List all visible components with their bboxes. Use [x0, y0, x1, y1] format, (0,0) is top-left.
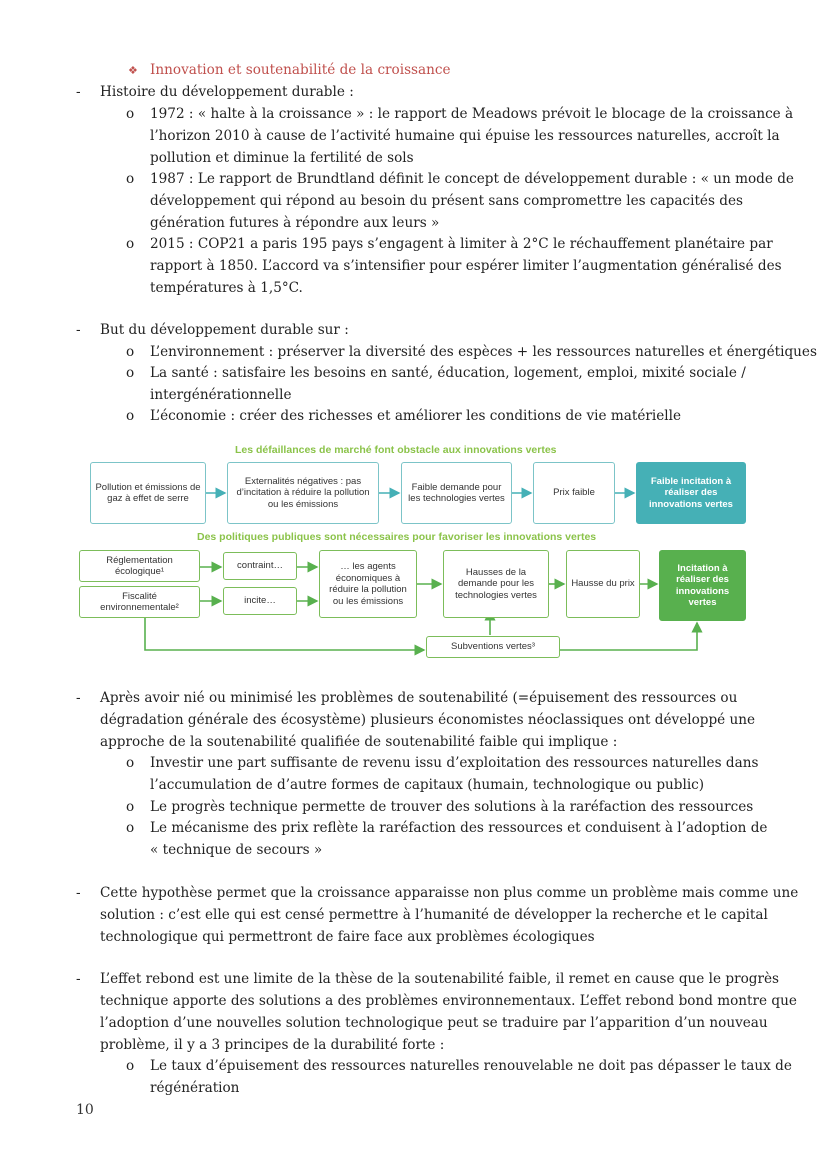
hypothesis-line-2: solution : c’est elle qui est censé permettre à l’humanité de développer la recherche et le capital: [100, 907, 768, 923]
history-1-line-2: l’horizon 2010 à cause de l’activité humaine qui épuise les ressources naturelles, accroît la: [150, 128, 780, 144]
goal-economy: L’économie : créer des richesses et améliorer les conditions de vie matérielle: [150, 408, 682, 424]
sub-bullet: o: [126, 236, 135, 252]
history-1-line-1: 1972 : « halte à la croissance » : le rapport de Meadows prévoit le blocage de la croissance à: [150, 106, 794, 122]
history-3-line-3: températures à 1,5°C.: [150, 280, 303, 296]
diamond-bullet-icon: ❖: [128, 64, 138, 77]
sub-bullet: o: [126, 1058, 135, 1074]
rebound-item-line-1: Le taux d’épuisement des ressources naturelles renouvelable ne doit pas dépasser le taux de: [150, 1058, 792, 1074]
weak-1-line-1: Investir une part suffisante de revenu issu d’exploitation des ressources naturelles dans: [150, 755, 759, 771]
box-faible-incitation: Faible incitation à réaliser des innovations vertes: [636, 462, 746, 524]
dash-bullet: -: [76, 690, 81, 706]
innovation-diagram: [75, 438, 755, 668]
weak-1-line-2: l’accumulation de d’autre formes de capitaux (humain, technologique ou public): [150, 777, 705, 793]
box-faible-demande: Faible demande pour les technologies vertes: [401, 462, 512, 524]
page-number: 10: [76, 1102, 94, 1118]
dash-bullet: -: [76, 885, 81, 901]
sub-bullet: o: [126, 408, 135, 424]
sub-bullet: o: [126, 171, 135, 187]
diagram-title-bottom: Des politiques publiques sont nécessaires pour favoriser les innovations vertes: [197, 531, 597, 543]
rebound-line-2: technique apporte des solutions a des problèmes environnementaux. L’effet rebond bond montre que: [100, 993, 797, 1009]
weak-2-line-1: Le progrès technique permette de trouver des solutions à la raréfaction des ressources: [150, 799, 754, 815]
box-hausse-prix: Hausse du prix: [566, 550, 640, 618]
weak-3-line-2: « technique de secours »: [150, 842, 323, 858]
box-incite: incite…: [223, 587, 297, 615]
box-prix-faible: Prix faible: [533, 462, 615, 524]
dash-bullet: -: [76, 971, 81, 987]
goal-health-line-2: intergénérationnelle: [150, 387, 292, 403]
box-fiscalite: Fiscalité environnementale²: [79, 586, 200, 618]
diagram-title-top: Les défaillances de marché font obstacle aux innovations vertes: [235, 444, 557, 456]
weak-intro-line-3: approche de la soutenabilité qualifiée de soutenabilité faible qui implique :: [100, 734, 618, 750]
weak-intro-line-2: dégradation générale des écosystème) plusieurs économistes néoclassiques ont développé une: [100, 712, 756, 728]
hypothesis-line-3: technologique qui permettront de faire face aux problèmes écologiques: [100, 929, 595, 945]
history-2-line-2: développement qui répond au besoin du présent sans compromettre les capacités des: [150, 193, 743, 209]
sub-bullet: o: [126, 365, 135, 381]
rebound-line-4: problème, il y a 3 principes de la durabilité forte :: [100, 1037, 445, 1053]
box-subventions: Subventions vertes³: [426, 636, 560, 658]
box-contraint: contraint…: [223, 552, 297, 580]
weak-3-line-1: Le mécanisme des prix reflète la raréfaction des ressources et conduisent à l’adoption de: [150, 820, 768, 836]
rebound-line-3: l’adoption d’une nouvelles solution technologique peut se traduire par l’apparition d’un nouveau: [100, 1015, 768, 1031]
box-pollution: Pollution et émissions de gaz à effet de serre: [90, 462, 206, 524]
history-1-line-3: pollution et diminue la fertilité de sols: [150, 150, 414, 166]
sub-bullet: o: [126, 799, 135, 815]
weak-intro-line-1: Après avoir nié ou minimisé les problèmes de soutenabilité (=épuisement des ressources ou: [100, 690, 738, 706]
sub-bullet: o: [126, 755, 135, 771]
rebound-line-1: L’effet rebond est une limite de la thèse de la soutenabilité faible, il remet en cause que le progrès: [100, 971, 779, 987]
section-heading: Innovation et soutenabilité de la croissance: [150, 62, 451, 78]
goal-environment: L’environnement : préserver la diversité des espèces + les ressources naturelles et énergétiques: [150, 344, 817, 360]
sub-bullet: o: [126, 820, 135, 836]
history-3-line-2: rapport à 1850. L’accord va s’intensifier pour espérer limiter l’augmentation généralisé des: [150, 258, 782, 274]
goal-health-line-1: La santé : satisfaire les besoins en santé, éducation, logement, emploi, mixité sociale /: [150, 365, 746, 381]
dash-bullet: -: [76, 84, 81, 100]
sub-bullet: o: [126, 106, 135, 122]
dash-bullet: -: [76, 322, 81, 338]
sub-bullet: o: [126, 344, 135, 360]
box-hausses-demande: Hausses de la demande pour les technologies vertes: [443, 550, 549, 618]
history-3-line-1: 2015 : COP21 a paris 195 pays s’engagent à limiter à 2°C le réchauffement planétaire par: [150, 236, 773, 252]
goals-title: But du développement durable sur :: [100, 322, 349, 338]
hypothesis-line-1: Cette hypothèse permet que la croissance apparaisse non plus comme un problème mais comme une: [100, 885, 799, 901]
history-2-line-3: génération futures à répondre aux leurs »: [150, 215, 440, 231]
box-reglementation: Réglementation écologique¹: [79, 550, 200, 582]
box-incitation: Incitation à réaliser des innovations vertes: [659, 550, 746, 621]
history-2-line-1: 1987 : Le rapport de Brundtland définit le concept de développement durable : « un mode de: [150, 171, 794, 187]
history-title: Histoire du développement durable :: [100, 84, 354, 100]
box-agents: … les agents économiques à réduire la pollution ou les émissions: [319, 550, 417, 618]
box-externalites: Externalités négatives : pas d’incitation à réduire la pollution ou les émissions: [227, 462, 379, 524]
rebound-item-line-2: régénération: [150, 1080, 240, 1096]
